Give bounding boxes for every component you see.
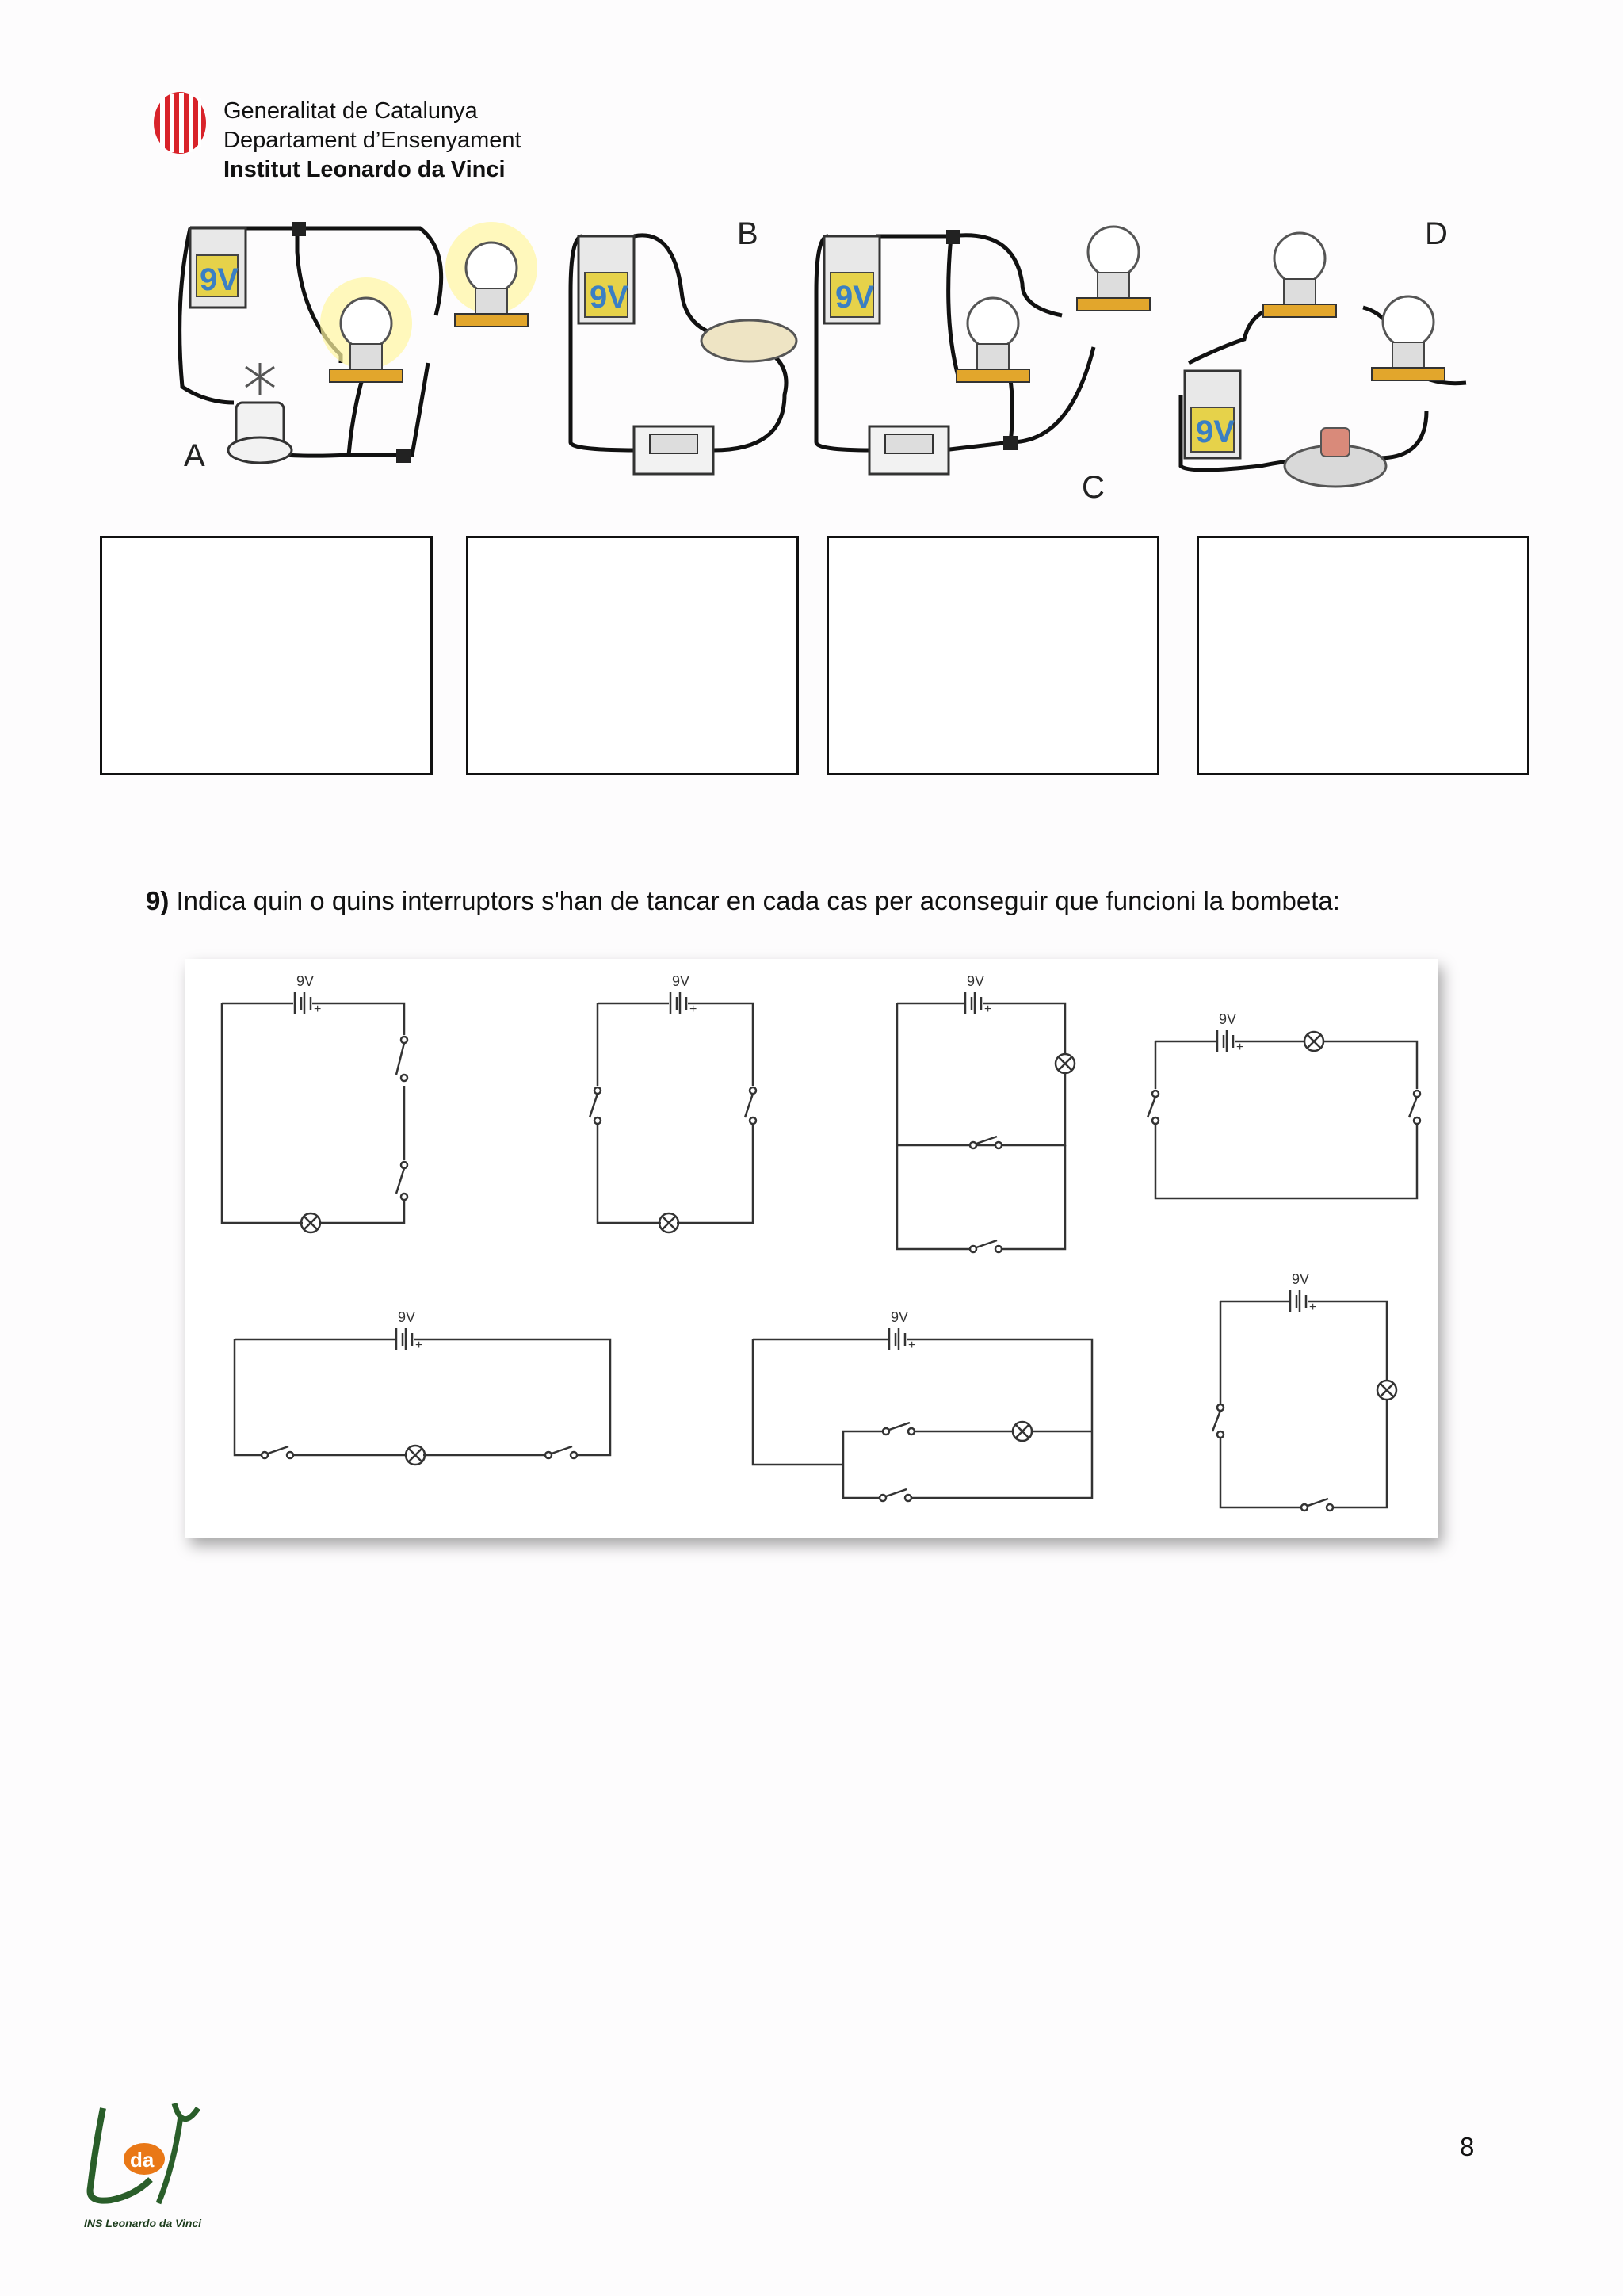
schematic-2-voltage: 9V — [672, 973, 690, 989]
answer-box-a[interactable] — [100, 536, 433, 775]
answer-box-d[interactable] — [1197, 536, 1529, 775]
schematic-5-voltage: 9V — [398, 1309, 416, 1325]
schematic-circuit-1 — [222, 992, 407, 1232]
label-d: D — [1425, 216, 1448, 251]
circuit-d-illustration — [1181, 216, 1466, 487]
schematic-2-plus: + — [689, 1003, 697, 1016]
question-number: 9) — [146, 886, 170, 915]
label-c: C — [1082, 470, 1105, 505]
logo-da-text: da — [130, 2148, 155, 2172]
schematic-3-voltage: 9V — [967, 973, 985, 989]
ins-leonardo-da-vinci-logo — [79, 2100, 214, 2235]
logo-caption: INS Leonardo da Vinci — [84, 2217, 202, 2229]
schematic-1-plus: + — [314, 1003, 322, 1016]
schematic-6-voltage: 9V — [891, 1309, 909, 1325]
battery-b-label: 9V — [590, 280, 628, 315]
switch-circuits-figure — [185, 959, 1438, 1538]
label-a: A — [184, 438, 205, 473]
schematic-circuit-4 — [1148, 1030, 1420, 1198]
schematic-4-plus: + — [1236, 1041, 1244, 1054]
header-line-1: Generalitat de Catalunya — [223, 98, 478, 124]
battery-c-label: 9V — [835, 280, 874, 315]
circuit-c-illustration — [816, 227, 1150, 505]
header-line-3: Institut Leonardo da Vinci — [223, 157, 506, 182]
circuits-illustration — [158, 204, 1474, 514]
schematic-7-plus: + — [1309, 1301, 1317, 1314]
schematic-circuit-2 — [590, 992, 756, 1232]
schematic-5-plus: + — [415, 1339, 423, 1352]
question-text: Indica quin o quins interruptors s'han de tancar en cada cas per aconseguir que funcioni la bombeta: — [176, 886, 1340, 915]
generalitat-logo — [152, 90, 208, 155]
schematic-circuit-3 — [897, 992, 1075, 1252]
schematic-1-voltage: 9V — [296, 973, 315, 989]
schematic-4-voltage: 9V — [1219, 1011, 1237, 1027]
page-number: 8 — [1460, 2132, 1475, 2161]
schematic-7-voltage: 9V — [1292, 1271, 1310, 1287]
question-9 — [146, 886, 1340, 916]
circuit-b-illustration — [571, 216, 796, 474]
schematic-6-plus: + — [908, 1339, 916, 1352]
battery-a-label: 9V — [200, 262, 239, 297]
schematic-circuit-7 — [1212, 1290, 1396, 1511]
battery-d-label: 9V — [1196, 415, 1235, 449]
schematic-3-plus: + — [984, 1003, 992, 1016]
circuit-a-illustration — [180, 222, 537, 473]
schematic-circuit-6 — [753, 1328, 1092, 1501]
label-b: B — [737, 216, 758, 251]
answer-box-c[interactable] — [827, 536, 1159, 775]
header-line-2: Departament d’Ensenyament — [223, 128, 521, 153]
answer-box-b[interactable] — [466, 536, 799, 775]
institution-header — [223, 97, 521, 185]
